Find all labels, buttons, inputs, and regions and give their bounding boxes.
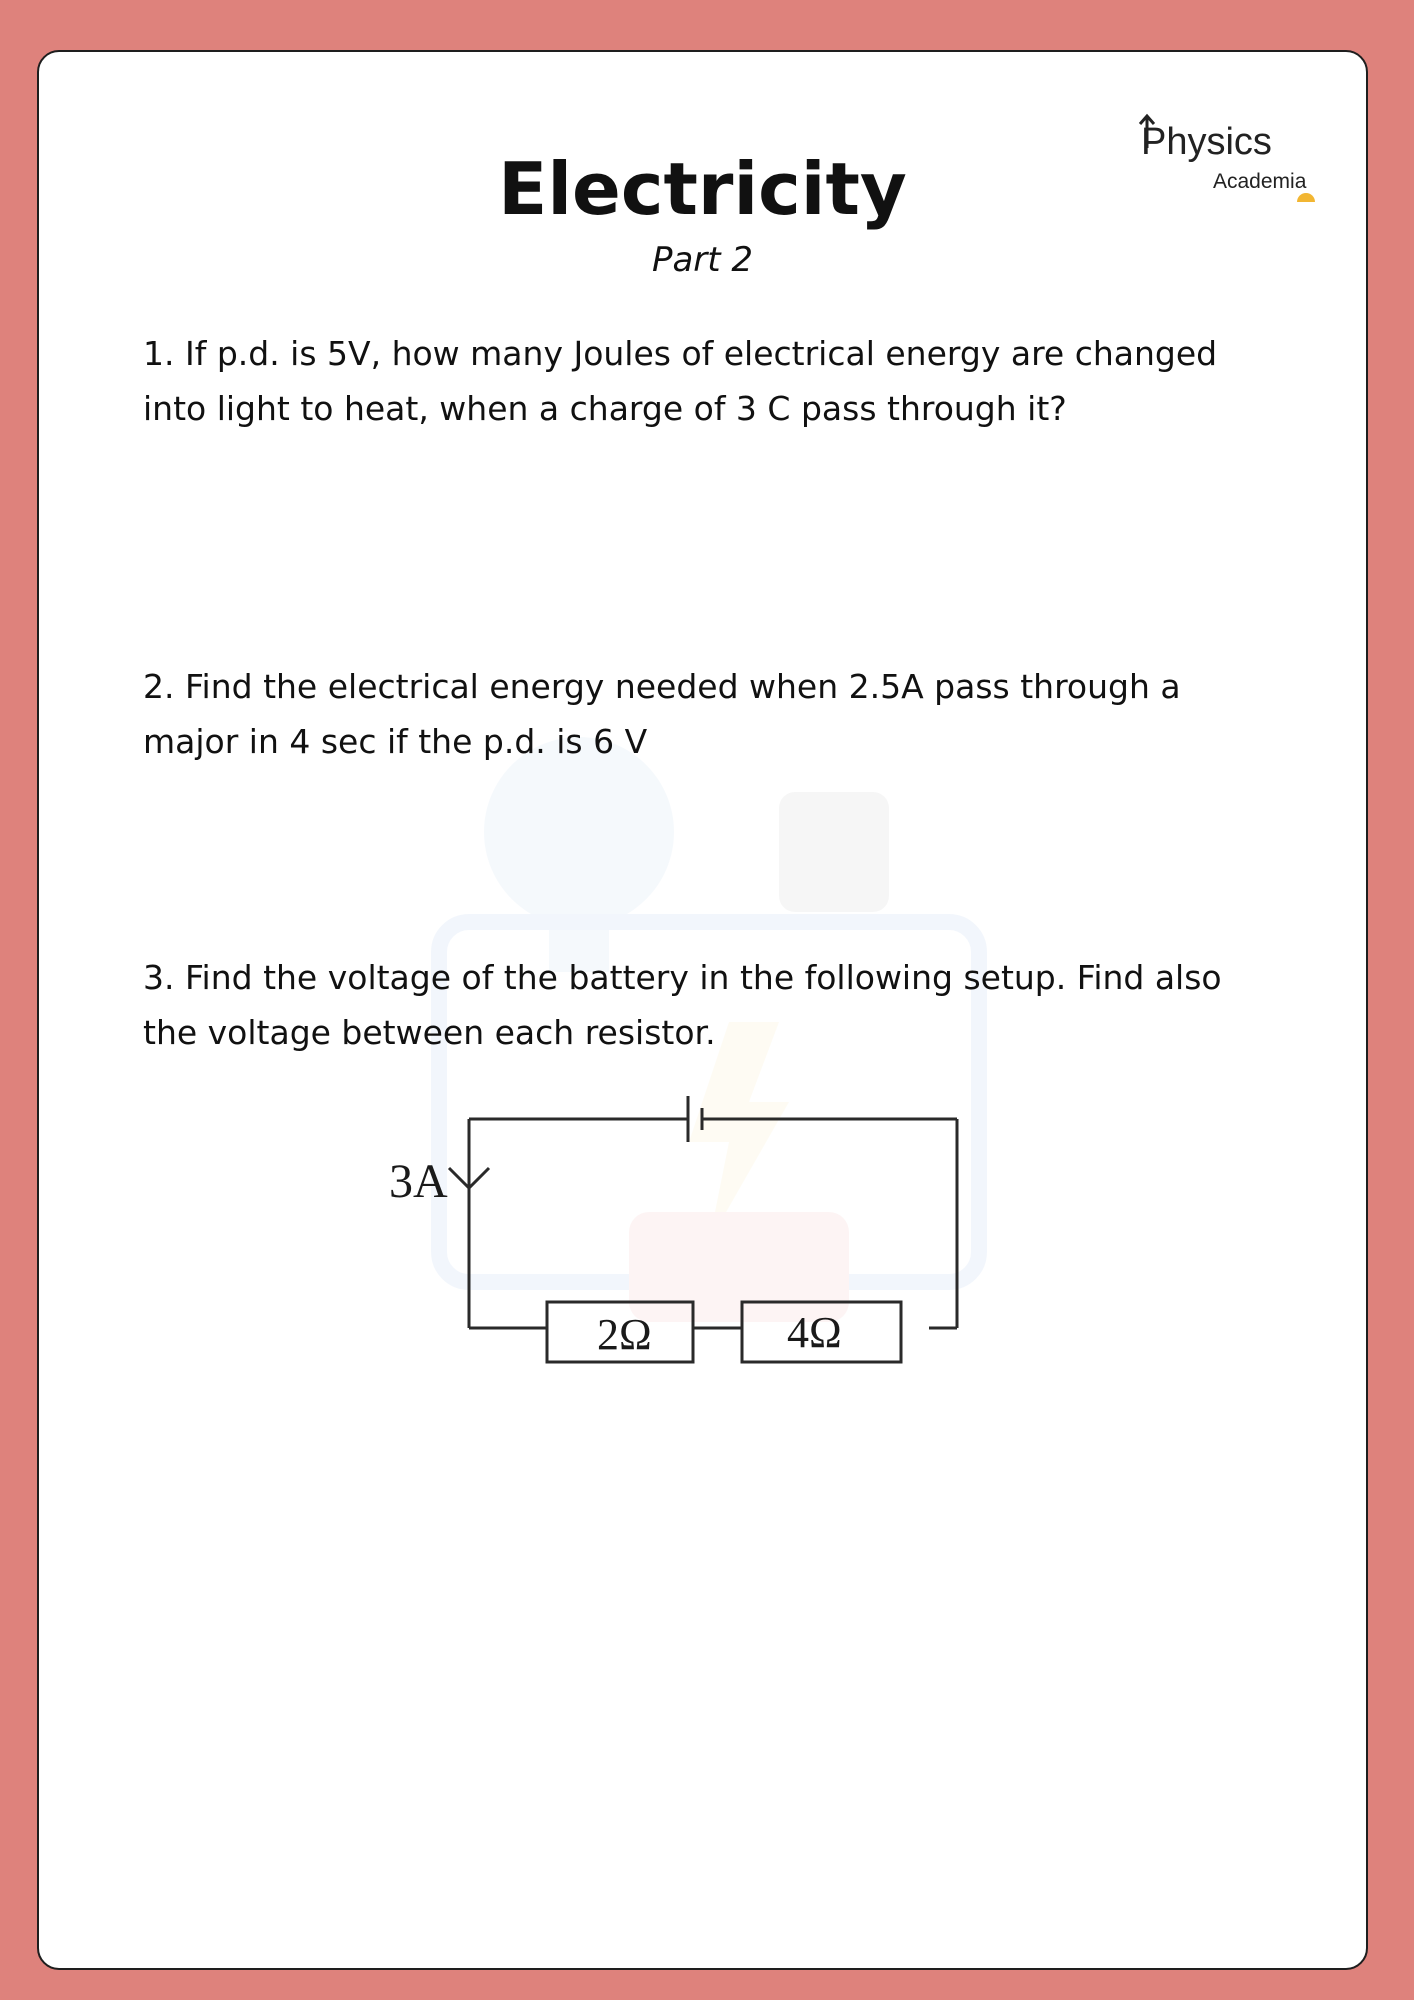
question-1: 1. If p.d. is 5V, how many Joules of electrical energy are changed into light to heat, when a charge of 3 C pass through it? xyxy=(143,334,1218,428)
logo-physics-text: Physics xyxy=(1141,121,1272,163)
resistor-2-label: 4Ω xyxy=(787,1308,842,1357)
logo-academia-text: Academia xyxy=(1213,170,1307,193)
current-label: 3A xyxy=(389,1155,448,1208)
question-2: 2. Find the electrical energy needed when 2.5A pass through a major in 4 sec if the p.d. is 6 V xyxy=(143,667,1181,761)
resistor-1-label: 2Ω xyxy=(597,1310,652,1359)
circuit-diagram xyxy=(339,1062,1019,1422)
question-3: 3. Find the voltage of the battery in the following setup. Find also the voltage between each resistor. xyxy=(143,958,1222,1052)
worksheet-page xyxy=(37,50,1368,1970)
page-title: Electricity xyxy=(498,147,907,231)
page-subtitle: Part 2 xyxy=(651,240,754,280)
